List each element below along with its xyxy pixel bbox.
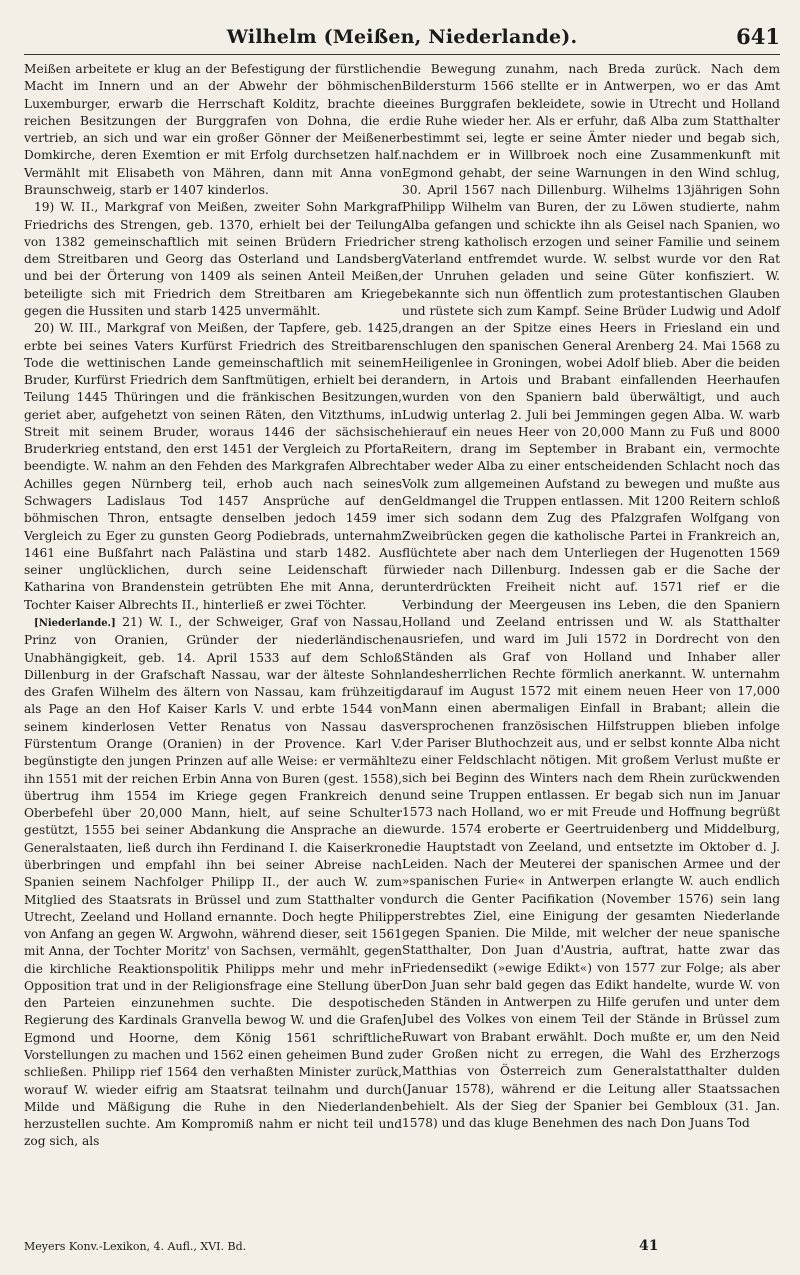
paragraph: Meißen arbeitete er klug an der Befestigung der fürstlichen Macht im Innern und an der Abwehr der böhmischen Luxemburger, erwarb die Herrschaft Kolditz, brachte die reichen Besitzungen der Burggrafen von Dohna, die er vertrieb, an sich und war ein großer Gönner der Meißener Domkirche, deren Exemtion er mit Erfolg durchsetzen half. Vermählt mit Elisabeth von Mähren, dann mit Anna von Braunschweig, starb er 1407 kinderlos. [24, 62, 402, 197]
right-column [402, 61, 780, 1151]
running-title: Wilhelm (Meißen, Niederlande). [226, 26, 578, 48]
paragraph: 20) W. III., Markgraf von Meißen, der Tapfere, geb. 1425, erbte bei seines Vaters Kurfürst Friedrich des Streitbaren Tode die wettinischen Lande gemeinschaftlich mit seinem Bruder, Kurfürst Friedrich dem Sanftmütigen, erhielt bei der Teilung 1445 Thüringen und die fränkischen Besitzungen, geriet aber, aufgehetzt von seinen Räten, den Vitzthums, in Streit mit seinem Bruder, woraus 1446 der sächsische Bruderkrieg entstand, den erst 1451 der Vergleich zu Pforta beendigte. W. nahm an den Fehden des Markgrafen Albrecht Achilles gegen Nürnberg teil, erhob auch nach seines Schwagers Ladislaus Tod 1457 Ansprüche auf den böhmischen Thron, entsagte denselben jedoch 1459 im Vergleich zu Eger zu gunsten Georg Podiebrads, unternahm 1461 eine Bußfahrt nach Palästina und starb 1482. Aus seiner unglücklichen, durch seine Leidenschaft für Katharina von Brandenstein getrübten Ehe mit Anna, der Tochter Kaiser Albrechts II., hinterließ er zwei Töchter. [24, 321, 402, 612]
page-footer [24, 1240, 780, 1260]
text-columns [24, 61, 780, 1151]
page-header [24, 22, 780, 55]
paragraph-text: 21) W. I., der Schweiger, Graf von Nassau, Prinz von Oranien, Gründer der niederländischen Unabhängigkeit, geb. 14. April 1533 auf dem Schloß Dillenburg in der Grafschaft Nassau, war der älteste Sohn des Grafen Wilhelm des ältern von Nassau, kam frühzeitig als Page an den Hof Kaiser Karls V. und erbte 1544 von seinem kinderlosen Vetter Renatus von Nassau das Fürstentum Orange (Oranien) in der Provence. Karl V. begünstigte den jungen Prinzen auf alle Weise: er vermählte ihn 1551 mit der reichen Erbin Anna von Buren (gest. 1558), übertrug ihm 1554 im Kriege gegen Frankreich den Oberbefehl über 20,000 Mann, hielt, auf seine Schulter gestützt, 1555 bei seiner Abdankung die Ansprache an die Generalstaaten, ließ durch ihn Ferdinand I. die Kaiserkrone überbringen und empfahl ihn bei seiner Abreise nach Spanien seinem Nachfolger Philipp II., der auch W. zum Mitglied des Staatsrats in Brüssel und zum Statthalter von Utrecht, Zeeland und Holland ernannte. Doch hegte Philipp von Anfang an gegen W. Argwohn, während dieser, seit 1561 mit Anna, der Tochter Moritz' von Sachsen, vermählt, gegen die kirchliche Reaktionspolitik Philipps mehr und mehr in Opposition trat und in der Religionsfrage eine Stellung über den Parteien einzunehmen suchte. Die despotische Regierung des Kardinals Granvella bewog W. und die Grafen Egmond und Hoorne, dem König 1561 schriftliche Vorstellungen zu machen und 1562 einen geheimen Bund zu schließen. Philipp rief 1564 den verhaßten Minister zurück, worauf W. wieder eifrig am Staatsrat teilnahm und durch Milde und Mäßigung die Ruhe in den Niederlanden herzustellen suchte. Am Kompromiß nahm er nicht teil und zog sich, als [24, 615, 402, 1149]
paragraph: die Bewegung zunahm, nach Breda zurück. Nach dem Bildersturm 1566 stellte er in Antwerpen, wo er das Amt eines Burggrafen bekleidete, sowie in Utrecht und Holland die Ruhe wieder her. Als er erfuhr, daß Alba zum Statthalter bestimmt sei, legte er seine Ämter nieder und begab sich, nachdem er in Willbroek noch eine Zusammenkunft mit Egmond gehabt, der seine Warnungen in den Wind schlug, 30. April 1567 nach Dillenburg. Wilhelms 13jährigen Sohn Philipp Wilhelm van Buren, der zu Löwen studierte, nahm Alba gefangen und schickte ihn als Geisel nach Spanien, wo er streng katholisch erzogen und seiner Familie und seinem Vaterland entfremdet wurde. W. selbst wurde vor den Rat der Unruhen geladen und seine Güter konfisziert. W. bekannte sich nun öffentlich zum protestantischen Glauben und rüstete sich zum Kampf. Seine Brüder Ludwig und Adolf drangen an der Spitze eines Heers in Friesland ein und schlugen den spanischen General Arenberg 24. Mai 1568 zu Heiligenlee in Groningen, wobei Adolf blieb. Aber die beiden andern, in Artois und Brabant einfallenden Heerhaufen wurden von den Spaniern bald überwältigt, und auch Ludwig unterlag 2. Juli bei Jemmingen gegen Alba. W. warb hierauf ein neues Heer von 20,000 Mann zu Fuß und 8000 Reitern, drang im September in Brabant ein, vermochte aber weder Alba zu einer entscheidenden Schlacht noch das Volk zum allgemeinen Aufstand zu bewegen und mußte aus Geldmangel die Truppen entlassen. Mit 1200 Reitern schloß er sich sodann dem Zug des Pfalzgrafen Wolfgang von Zweibrücken gegen die katholische Partei in Frankreich an, flüchtete aber nach dem Unterliegen der Hugenotten 1569 wieder nach Dillenburg. Indessen gab er die Sache der unterdrückten Freiheit nicht auf. 1571 rief er die Verbindung der Meergeusen ins Leben, die den Spaniern Holland und Zeeland entrissen und W. als Statthalter ausriefen, und ward im Juli 1572 in Dordrecht von den Ständen als Graf von Holland und Inhaber aller landesherrlichen Rechte förmlich anerkannt. W. unternahm darauf im August 1572 mit einem neuen Heer von 17,000 Mann einen abermaligen Einfall in Brabant; allein die versprochenen französischen Hilfstruppen blieben infolge der Pariser Bluthochzeit aus, und er selbst konnte Alba nicht zu einer Feldschlacht nötigen. Mit großem Verlust mußte er sich bei Beginn des Winters nach dem Rhein zurückwenden und seine Truppen entlassen. Er begab sich nun im Januar 1573 nach Holland, wo er mit Freude und Hoffnung begrüßt wurde. 1574 eroberte er Geertruidenberg und Middelburg, die Hauptstadt von Zeeland, und entsetzte im Oktober d. J. Leiden. Nach der Meuterei der spanischen Armee und der »spanischen Furie« in Antwerpen erlangte W. auch endlich durch die Genter Pacifikation (November 1576) sein lang erstrebtes Ziel, eine Einigung der gesamten Niederlande gegen Spanien. Die Milde, mit welcher der neue spanische Statthalter, Don Juan d'Austria, auftrat, hatte zwar das Friedensedikt (»ewige Edikt«) von 1577 zur Folge; als aber Don Juan sehr bald gegen das Edikt handelte, wurde W. von den Ständen in Antwerpen zu Hilfe gerufen und unter dem Jubel des Volkes von einem Teil der Stände in Brüssel zum Ruwart von Brabant erwählt. Doch mußte er, um den Neid der Großen nicht zu erregen, die Wahl des Erzherzogs Matthias von Österreich zum Generalstatthalter dulden (Januar 1578), während er die Leitung aller Staatssachen behielt. Als der Sieg der Spanier bei Gembloux (31. Jan. 1578) und das kluge Benehmen des nach Don Juans Tod [402, 62, 780, 1131]
signature-mark: 41 [639, 1238, 659, 1254]
left-column [24, 61, 402, 1151]
page-number: 641 [736, 24, 780, 49]
paragraph: 19) W. II., Markgraf von Meißen, zweiter Sohn Markgraf Friedrichs des Strengen, geb. 1370, erhielt bei der Teilung von 1382 gemeinschaftlich mit seinen Brüdern Friedrich dem Streitbaren und Georg das Osterland und Landsberg und bei der Örterung von 1409 als seinen Anteil Meißen, beteiligte sich mit Friedrich dem Streitbaren am Kriege gegen die Hussiten und starb 1425 unvermählt. [24, 200, 402, 318]
section-tag: [Niederlande.] [34, 618, 116, 629]
source-note: Meyers Konv.-Lexikon, 4. Aufl., XVI. Bd. [24, 1240, 247, 1253]
paragraph [24, 614, 402, 1151]
